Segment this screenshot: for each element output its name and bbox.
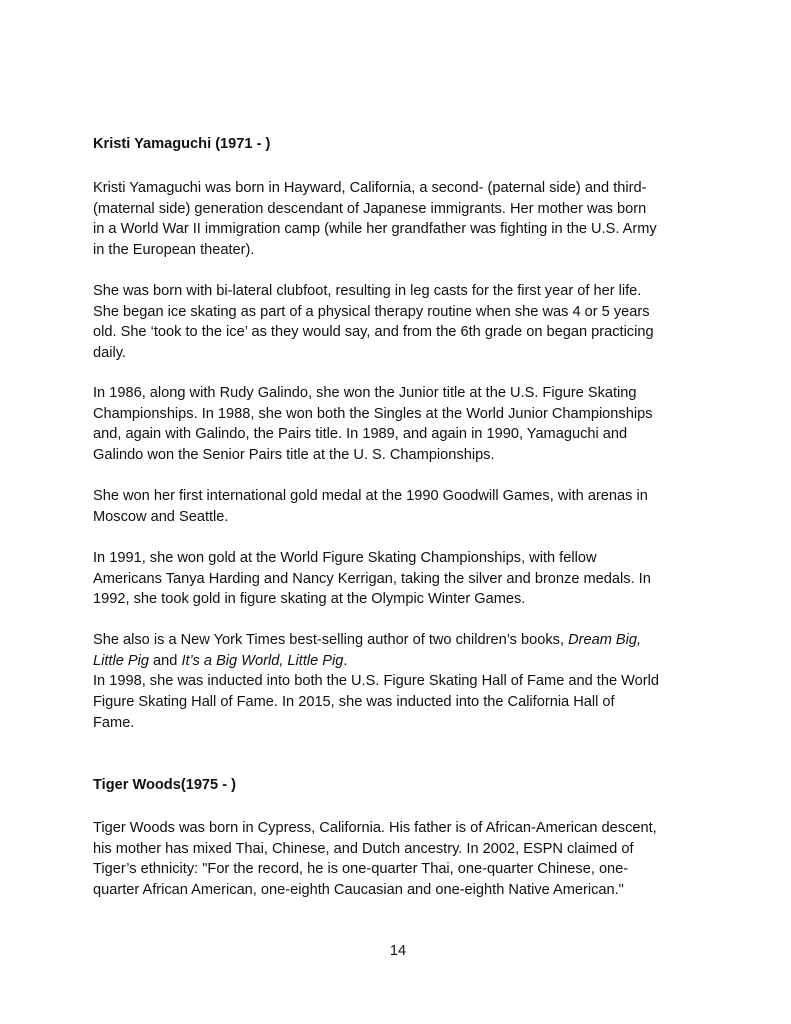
paragraph-books-hall-of-fame (93, 630, 699, 734)
text-line: In 1991, she won gold at the World Figure Skating Championships, with fellow (93, 550, 597, 566)
text-line: daily. (93, 345, 126, 362)
text-line: 1992, she took gold in figure skating at the Olympic Winter Games. (93, 591, 526, 608)
books-and: and (148, 652, 182, 669)
text-line: Championships. In 1988, she won both the Singles at the World Junior Championships (93, 405, 653, 422)
text-line: In 1986, along with Rudy Galindo, she won the Junior title at the U.S. Figure Skating (93, 385, 637, 401)
page-number: 14 (389, 943, 407, 959)
text-line: quarter African American, one-eighth Caucasian and one-eighth Native American." (93, 882, 624, 899)
section-heading-yamaguchi: Kristi Yamaguchi (1971 - ) (93, 136, 271, 152)
text-line: Galindo won the Senior Pairs title at the U. S. Championships. (93, 447, 495, 464)
text-line: (maternal side) generation descendant of Japanese immigrants. Her mother was born (93, 200, 647, 217)
text-line: Figure Skating Hall of Fame. In 2015, she was inducted into the California Hall of (93, 694, 615, 711)
text-line: in the European theater). (93, 242, 255, 259)
section-heading-woods: Tiger Woods(1975 - ) (93, 777, 236, 793)
text-line-books (93, 630, 699, 651)
text-line: Tiger Woods was born in Cypress, California. His father is of African-American descent, (93, 820, 657, 836)
text-line: his mother has mixed Thai, Chinese, and Dutch ancestry. In 2002, ESPN claimed of (93, 840, 634, 857)
text-line-books (93, 651, 699, 672)
text-line: She won her first international gold medal at the 1990 Goodwill Games, with arenas in (93, 488, 648, 504)
text-line: In 1998, she was inducted into both the U.S. Figure Skating Hall of Fame and the World (93, 673, 659, 690)
text-line: Fame. (93, 714, 135, 731)
book-title-little-pig: Little Pig (93, 652, 149, 669)
text-line: in a World War II immigration camp (while her grandfather was fighting in the U.S. Army (93, 221, 657, 238)
paragraph-woods-ancestry (93, 818, 699, 901)
text-line: Americans Tanya Harding and Nancy Kerrigan, taking the silver and bronze medals. In (93, 570, 651, 587)
paragraph-olympics (93, 548, 699, 610)
paragraph-clubfoot (93, 281, 699, 364)
text-line: Tiger’s ethnicity: "For the record, he is one-quarter Thai, one-quarter Chinese, one- (93, 861, 629, 878)
text-line: She began ice skating as part of a physical therapy routine when she was 4 or 5 years (93, 303, 650, 320)
document-page (93, 0, 703, 1024)
text-line: and, again with Galindo, the Pairs title. In 1989, and again in 1990, Yamaguchi and (93, 426, 628, 443)
text-line: Kristi Yamaguchi was born in Hayward, California, a second- (paternal side) and third- (93, 180, 647, 196)
text-line: Moscow and Seattle. (93, 508, 229, 525)
books-intro: She also is a New York Times best-selling author of two children’s books, (93, 632, 565, 648)
books-end: . (343, 652, 348, 669)
paragraph-championships (93, 383, 699, 466)
book-title-dream-big: Dream Big, (568, 632, 642, 648)
paragraph-birth (93, 178, 699, 261)
book-title-big-world: It’s a Big World, Little Pig (181, 652, 344, 669)
paragraph-goodwill-games (93, 486, 699, 527)
text-line: old. She ‘took to the ice’ as they would say, and from the 6th grade on began practicing (93, 324, 654, 341)
text-line: She was born with bi-lateral clubfoot, resulting in leg casts for the first year of her life. (93, 283, 642, 299)
